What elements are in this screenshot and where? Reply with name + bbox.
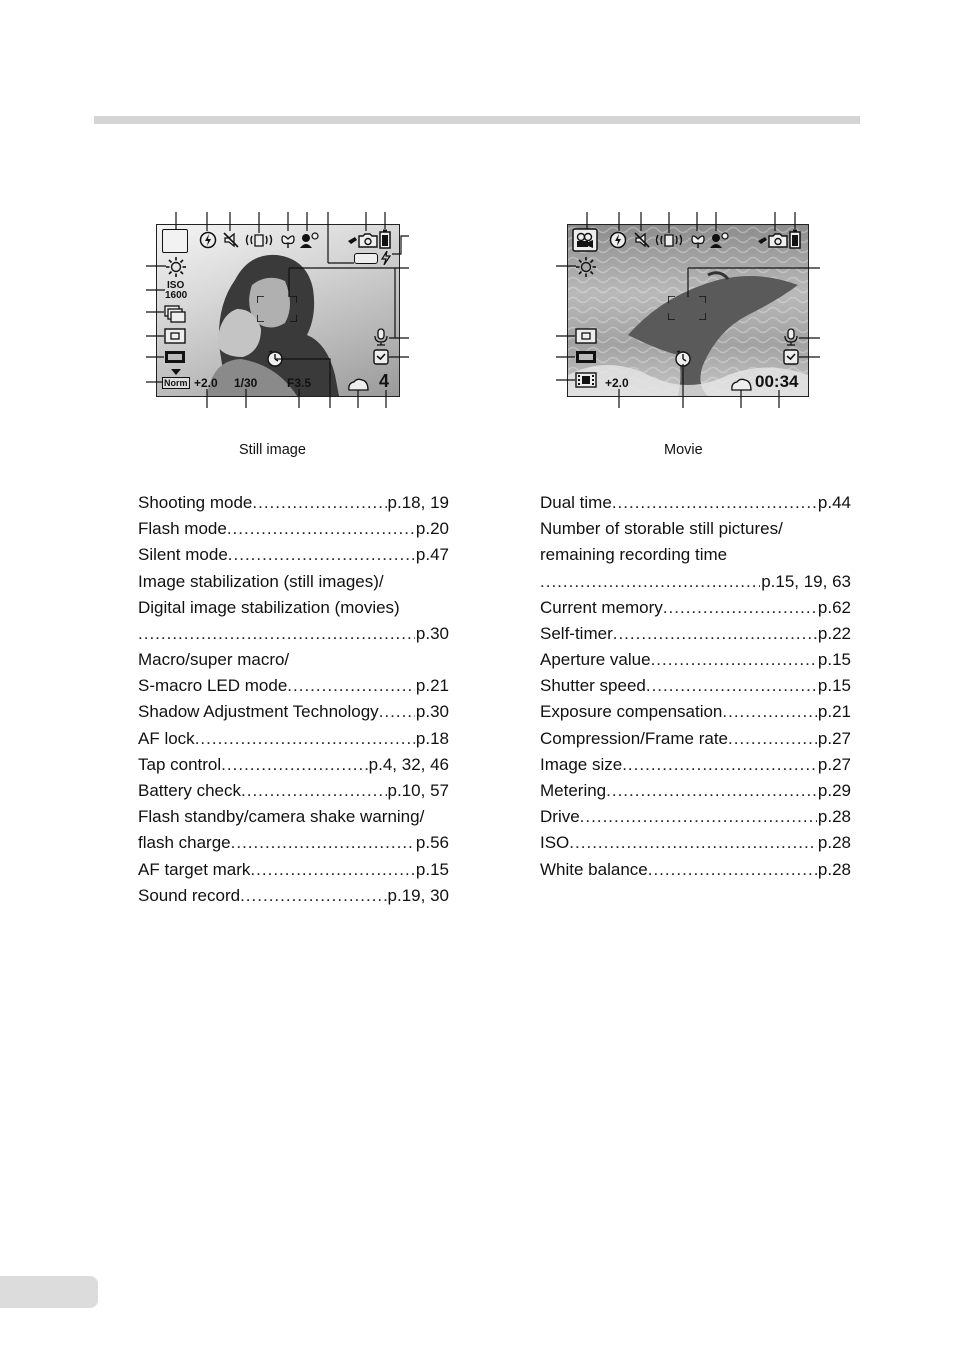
item-label: AF lock [138,728,195,748]
list-item [540,516,851,542]
movie-mode-icon [572,228,598,252]
item-label: Tap control [138,754,222,774]
page-reference: p.27 [817,728,851,748]
list-item [138,726,449,752]
item-label: Number of storable still pictures/ [540,519,783,539]
item-label: Shooting mode [138,492,253,512]
list-item [540,569,851,595]
compression-icon [164,350,186,364]
item-label: Macro/super macro/ [138,650,290,670]
leader-dots [240,883,386,909]
current-memory-icon [347,377,369,391]
page-reference: p.18 [415,728,449,748]
dual-time-icon [373,349,389,365]
still-image-caption: Still image [239,442,306,458]
item-label: Battery check [138,781,241,801]
right-reference-list [540,490,851,883]
list-item [540,595,851,621]
list-item [540,490,851,516]
left-reference-list [138,490,449,909]
page-reference: p.28 [817,807,851,827]
flash-charge-icon [381,251,391,265]
item-label: Digital image stabilization (movies) [138,597,400,617]
leader-dots [606,778,817,804]
item-label: Image size [540,754,623,774]
list-item [138,595,449,621]
silent-mode-icon [222,231,240,249]
list-item [138,542,449,568]
list-item [138,857,449,883]
item-label: Exposure compensation [540,702,723,722]
leader-dots [195,726,415,752]
af-target-mark [668,296,706,320]
page-reference: p.22 [817,623,851,643]
tap-control-icon [757,231,789,249]
flash-mode-icon [609,231,627,249]
flash-standby-indicator [354,253,378,264]
tap-control-icon [347,231,379,249]
iso-label: ISO [167,280,185,291]
list-item [540,647,851,673]
page-reference: p.62 [817,597,851,617]
top-rule [94,116,860,124]
self-timer-icon [674,349,692,367]
item-label: Flash mode [138,519,227,539]
list-item [138,516,449,542]
list-item [540,542,851,568]
list-item [540,804,851,830]
page-reference: p.19, 30 [387,885,449,905]
page-reference: p.44 [817,492,851,512]
sound-record-icon [373,328,389,346]
exposure-compensation-value: +2.0 [605,376,629,390]
page-reference: p.4, 32, 46 [368,754,449,774]
page-reference: p.47 [415,545,449,565]
battery-icon [789,229,801,249]
page-reference: p.29 [817,781,851,801]
page-reference: p.15, 19, 63 [761,571,851,591]
white-balance-icon [576,257,596,277]
white-balance-icon [166,257,186,277]
item-label: remaining recording time [540,545,728,565]
item-label: AF target mark [138,859,251,879]
page-reference: p.18, 19 [387,492,449,512]
list-item [138,621,449,647]
image-stabilization-icon [655,231,683,249]
aperture-value: F3.5 [287,376,312,390]
remaining-recording-time: 00:34 [755,372,799,391]
dual-time-icon [783,349,799,365]
shadow-adjustment-icon [298,231,320,249]
item-label: ISO [540,833,570,853]
drive-sequential-icon [164,305,186,323]
page-reference: p.30 [415,623,449,643]
item-label: Compression/Frame rate [540,728,729,748]
leader-dots [663,595,817,621]
leader-dots [379,699,415,725]
list-item [138,700,449,726]
list-item [540,857,851,883]
page-reference: p.15 [817,676,851,696]
exposure-compensation-value: +2.0 [194,376,218,390]
leader-dots [227,516,415,542]
storable-pictures-count: 4 [379,371,390,391]
leader-dots [651,647,817,673]
item-label: Silent mode [138,545,228,565]
image-stabilization-icon [245,231,273,249]
leader-dots [580,804,817,830]
shadow-adjustment-icon [708,231,730,249]
list-item [138,830,449,856]
self-timer-icon [266,349,284,367]
item-label: Drive [540,807,580,827]
item-label: Image stabilization (still images)/ [138,571,384,591]
item-label: S-macro LED mode [138,676,288,696]
list-item [540,830,851,856]
page-reference: p.21 [817,702,851,722]
leader-dots [228,542,415,568]
item-label: flash charge [138,833,231,853]
leader-dots [540,569,760,595]
page-reference: p.28 [817,833,851,853]
page-reference: p.15 [415,859,449,879]
iso-value: 1600 [165,290,188,301]
leader-dots [622,752,817,778]
list-item [540,673,851,699]
sound-record-icon [783,328,799,346]
list-item [138,673,449,699]
shutter-speed-value: 1/30 [234,376,258,390]
macro-icon [279,231,297,249]
leader-dots [728,726,817,752]
page-reference: p.27 [817,754,851,774]
list-item [138,804,449,830]
list-item [540,700,851,726]
battery-icon [379,229,391,249]
page-reference: p.56 [415,833,449,853]
image-size-icon [164,328,186,344]
leader-dots [612,490,817,516]
image-size-icon [575,328,597,344]
list-item [138,883,449,909]
metering-icon [170,368,182,376]
leader-dots [287,673,415,699]
leader-dots [648,857,817,883]
item-label: Shutter speed [540,676,646,696]
leader-dots [241,778,387,804]
macro-icon [689,231,707,249]
leader-dots [646,673,817,699]
list-item [540,621,851,647]
current-memory-icon [730,377,752,391]
page-reference: p.30 [415,702,449,722]
list-item [540,778,851,804]
page-reference: p.21 [415,676,449,696]
leader-dots [250,857,414,883]
item-label: Aperture value [540,650,651,670]
list-item [540,752,851,778]
item-label: White balance [540,859,648,879]
item-label: Metering [540,781,607,801]
item-label: Sound record [138,885,241,905]
list-item [138,490,449,516]
shooting-mode-icon [162,229,188,253]
list-item [138,778,449,804]
page-reference: p.28 [817,859,851,879]
leader-dots [231,830,415,856]
frame-rate-icon [575,372,597,388]
page-reference: p.15 [817,650,851,670]
leader-dots [613,621,817,647]
flash-mode-icon [199,231,217,249]
item-label: Dual time [540,492,612,512]
leader-dots [569,830,817,856]
leader-dots [221,752,367,778]
page-reference: p.10, 57 [387,781,449,801]
silent-mode-icon [633,231,651,249]
movie-caption: Movie [664,442,703,458]
compression-icon [575,350,597,364]
item-label: Current memory [540,597,663,617]
list-item [138,647,449,673]
list-item [138,752,449,778]
af-target-mark [257,296,297,322]
list-item [138,569,449,595]
item-label: Flash standby/camera shake warning/ [138,807,425,827]
page-number-tab [0,1276,98,1308]
list-item [540,726,851,752]
leader-dots [252,490,386,516]
page-reference: p.20 [415,519,449,539]
item-label: Shadow Adjustment Technology [138,702,379,722]
leader-dots [722,699,817,725]
item-label: Self-timer [540,623,613,643]
metering-text: Norm [164,378,188,388]
leader-dots [138,621,415,647]
